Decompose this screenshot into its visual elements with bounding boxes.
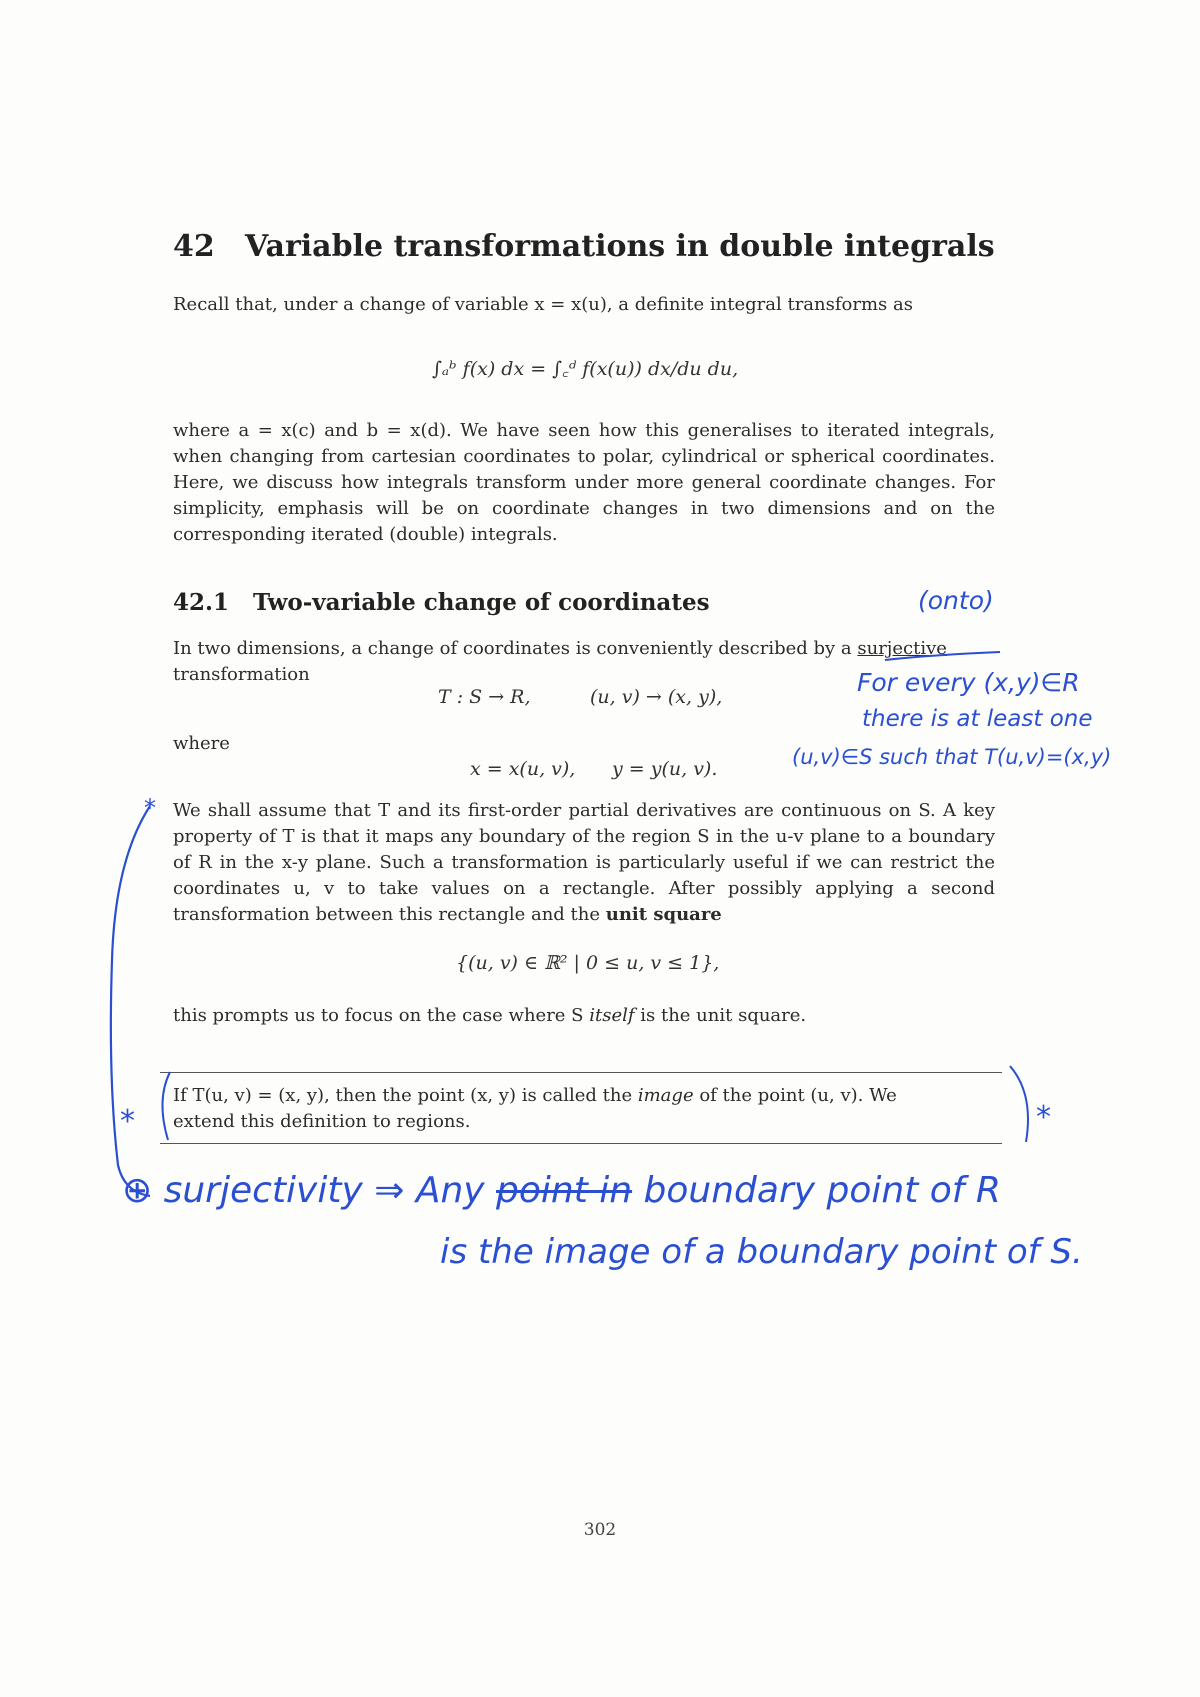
subsection-title-text: Two-variable change of coordinates	[253, 589, 710, 616]
subsection-title	[173, 589, 710, 616]
handwritten-note-line-2: there is at least one	[862, 706, 1093, 732]
section-title-text: Variable transformations in double integrals	[245, 229, 995, 264]
body-paragraph-2: We shall assume that T and its first-order partial derivatives are continuous on S. A key property of T is that it maps any boundary of the region S in the u-v plane to a boundary of R in the x-y plane. Such a transformation is particularly useful if we can restrict the coordinates u, v to take values on a rectangle. After possibly applying a second transformation between this rectangle and the unit square	[173, 800, 995, 925]
integral-equation: ∫ₐᵇ f(x) dx = ∫꜀ᵈ f(x(u)) dx/du du,	[432, 358, 739, 380]
handwritten-bottom-line-2: is the image of a boundary point of S.	[440, 1232, 1083, 1272]
definition-right-brace	[1010, 1066, 1028, 1142]
handwritten-note-line-1: For every (x,y)∈R	[857, 668, 1080, 697]
handwritten-note-line-3: (u,v)∈S such that T(u,v)=(x,y)	[792, 745, 1112, 769]
handwritten-star-left: *	[120, 1104, 135, 1139]
where-label: where	[173, 733, 230, 754]
intro-line: Recall that, under a change of variable x = x(u), a definite integral transforms as	[173, 294, 913, 315]
struck-out-text: point in	[496, 1170, 633, 1211]
coord-y-equation: y = y(u, v).	[612, 758, 718, 780]
handwritten-star-top: *	[144, 794, 156, 822]
handwritten-star-right: *	[1036, 1100, 1051, 1135]
body-paragraph-3: this prompts us to focus on the case where S itself is the unit square.	[173, 1005, 807, 1026]
map-equation: T : S → R,	[438, 686, 531, 708]
page-number: 302	[583, 1520, 617, 1540]
subsection-number: 42.1	[173, 589, 230, 616]
definition-line-2: extend this definition to regions.	[173, 1111, 471, 1132]
image-term: image	[637, 1085, 694, 1106]
coord-x-equation: x = x(u, v),	[470, 758, 576, 780]
definition-line-1: If T(u, v) = (x, y), then the point (x, y) is called the image of the point (u, v). We	[173, 1085, 897, 1106]
unit-square-set: {(u, v) ∈ ℝ² | 0 ≤ u, v ≤ 1},	[456, 952, 720, 974]
section-number: 42	[173, 229, 215, 264]
handwritten-onto: (onto)	[918, 586, 994, 615]
body-line-2: transformation	[173, 664, 310, 685]
unit-square-term: unit square	[605, 904, 722, 925]
map-pair: (u, v) → (x, y),	[590, 686, 723, 708]
intro-paragraph: where a = x(c) and b = x(d). We have seen how this generalises to iterated integrals, when changing from cartesian coordinates to polar, cylindrical or spherical coordinates. Here, we discuss how integrals transform under more general coordinate changes. For simplicity, emphasis will be on coordinate changes in two dimensions and on the corresponding iterated (double) integrals.	[173, 420, 995, 545]
section-title	[173, 229, 1073, 264]
body-line-1: In two dimensions, a change of coordinates is conveniently described by a surjective	[173, 638, 947, 659]
handwritten-bottom-line-1: ⊕ surjectivity ⇒ Any point in boundary point of R	[122, 1170, 1001, 1211]
surjective-word: surjective	[857, 638, 947, 659]
